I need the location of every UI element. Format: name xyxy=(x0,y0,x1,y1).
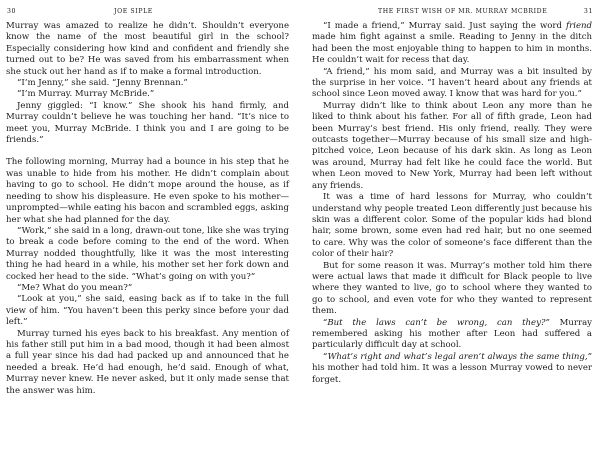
paragraph: “Work,” she said in a long, drawn-out tone, like she was trying to break a code before coming to the end of the word. When Murray nodded thoughtfully, like it was the most interesting thing he had heard in a while, his mother set her fork down and cocked her head to the side. “What’s going on with you?” xyxy=(6,225,289,282)
paragraph: It was a time of hard lessons for Murray, who couldn’t understand why people treated Leon differently just because his skin was a different color. Some of the popular kids had blond hair, some brown, some even had red hair, but no one seemed to care. Why was the color of someone’s face different than the color of their hair? xyxy=(312,192,592,260)
emphasis: friend xyxy=(565,21,592,31)
page-number: 30 xyxy=(7,8,17,15)
paragraph: “A friend,” his mom said, and Murray was a bit insulted by the surprise in her voice. “I haven’t heard about any friends at school since Leon moved away. I know that was hard for you.” xyxy=(312,66,592,100)
text-run: “I made a friend,” Murray said. Just saying the word xyxy=(323,21,566,31)
text-run: his mother had told him. It was a lesson Murray vowed to never forget. xyxy=(312,363,592,385)
paragraph: Murray didn’t like to think about Leon any more than he liked to think about his father. For all of fifth grade, Leon had been Murray’s best friend. His only friend, really. They were outcasts together—Murray because of his small size and high-pitched voice, Leon because of his dark skin. As long as Leon was around, Murray had felt like he could face the world. But when Leon moved to New York, Murray had been left without any friends. xyxy=(312,100,592,191)
paragraph: “Me? What do you mean?” xyxy=(17,282,133,293)
paragraph: “I’m Jenny,” she said. “Jenny Brennan.” xyxy=(17,78,188,89)
paragraph: Murray turned his eyes back to his breakfast. Any mention of his father still put him in a bad mood, though it had been almost a full year since his dad had packed up and announced that he needed a break. He’d had enough, he’d said. Enough of what, Murray never knew. He never asked, but it only made sense that the answer was him. xyxy=(6,328,289,396)
text-run: made him fight against a smile. Reading to Jenny in the ditch had been the most enjoyable thing to happen to him in months. He couldn’t wait for recess that day. xyxy=(312,32,592,66)
emphasis: “What’s right and what’s legal aren’t always the same thing,” xyxy=(323,351,592,362)
right-page-body xyxy=(312,21,592,386)
paragraph: Jenny giggled: “I know.” She shook his hand firmly, and Murray couldn’t believe he was touching her hand. “It’s nice to meet you, Murray McBride. I think you and I are going to be friends.” xyxy=(6,100,289,146)
page-number: 31 xyxy=(583,8,593,15)
paragraph xyxy=(312,318,592,352)
paragraph xyxy=(312,21,592,67)
paragraph: But for some reason it was. Murray’s mother told him there were actual laws that made it difficult for Black people to live where they wanted to live, go to school where they wanted to go to school, and even vote for who they wanted to represent them. xyxy=(312,260,592,317)
left-page-body xyxy=(6,21,289,397)
paragraph: Murray was amazed to realize he didn’t. Shouldn’t everyone know the name of the most beautiful girl in the school? Especially considering how kind and confident and friendly she turned out to be? He was saved from his embarrassment when she stuck out her hand as if to make a formal introduction. xyxy=(6,21,289,77)
running-head-title: THE FIRST WISH OF MR. MURRAY MCBRIDE xyxy=(378,8,548,15)
paragraph: The following morning, Murray had a bounce in his step that he was unable to hide from his mother. He didn’t complain about having to go to school. He didn’t mope around the house, as if needing to show his displeasure. He even spoke to his mother—unprompted—while eating his bacon and scrambled eggs, asking her what she had planned for the day. xyxy=(6,157,289,225)
emphasis: “But the laws can’t be wrong, can they?” xyxy=(323,317,550,328)
paragraph: “Look at you,” she said, easing back as if to take in the full view of him. “You haven’t been this perky since before your dad left.” xyxy=(6,294,289,328)
text-run: Murray remembered asking his mother after Leon had suffered a particularly difficult day at school. xyxy=(312,317,592,351)
right-page xyxy=(300,0,600,450)
paragraph: “I’m Murray. Murray McBride.” xyxy=(17,89,155,100)
paragraph xyxy=(312,352,592,386)
running-head-author: JOE SIPLE xyxy=(114,8,153,15)
